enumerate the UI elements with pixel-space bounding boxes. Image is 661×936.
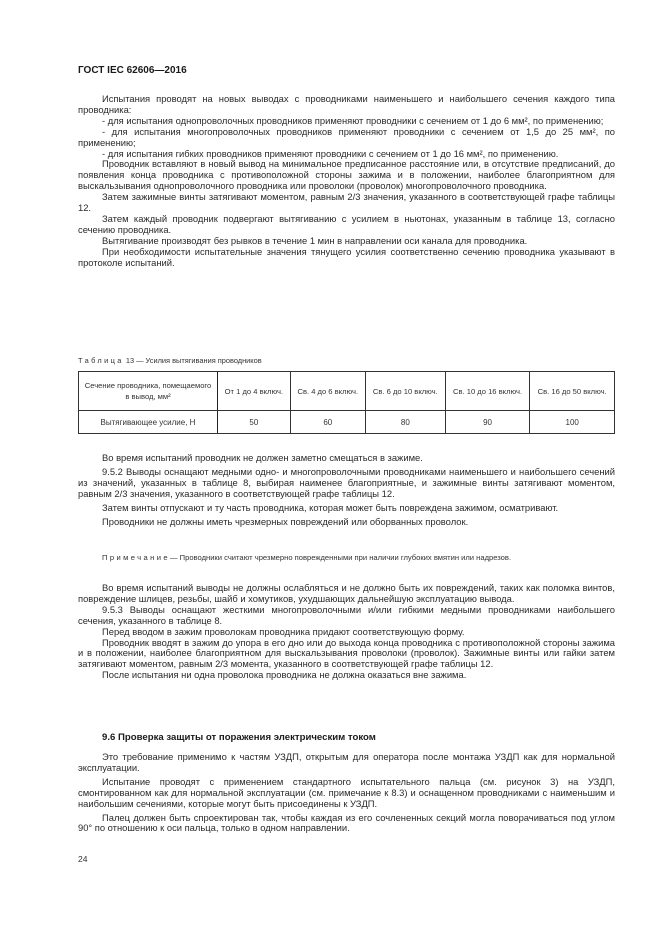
table-header-row (79, 372, 615, 411)
paragraph: Перед вводом в зажим проволокам проводника придают соответствующую форму. (102, 625, 465, 637)
paragraph: - для испытания многопроволочных проводников применяют проводники с сечением от 1,5 до 25 мм², по применению; (78, 125, 615, 148)
paragraph: После испытания ни одна проволока проводника не должна оказаться вне зажима. (102, 669, 467, 681)
table-cell: 80 (365, 411, 445, 434)
paragraph: Испытание проводят с применением стандартного испытательного пальца (см. рисунок 3) на УЗДП, смонтированном как для нормальной эксплуатации (см. примечание к 8.3) и оснащенном проводниками с наименьшим и наибольшим сечениями, которые могут быть присоединены к УЗДП. (78, 775, 615, 809)
table-cell: 90 (445, 411, 530, 434)
note (78, 552, 615, 563)
paragraph: Во время испытаний выводы не должны ослабляться и не должно быть их повреждений, таких как поломка винтов, повреждение шлицев, резьбы, шайб и хомутиков, ухудшающих дальнейшую эксплуатацию вывода. (78, 582, 615, 604)
paragraph: При необходимости испытательные значения тянущего усилия соответственно сечению проводника указывают в протоколе испытаний. (78, 245, 615, 268)
note-label: Примечание (102, 553, 170, 562)
pull-force-table (78, 371, 615, 434)
table-header-cell: От 1 до 4 включ. (218, 372, 291, 411)
table-cell: 60 (290, 411, 365, 434)
text-block-4 (78, 752, 615, 834)
page-number: 24 (78, 854, 88, 864)
text-block-1 (78, 94, 615, 269)
paragraph: 9.5.2 Выводы оснащают медными одно- и многопроволочными проводниками наименьшего и наибольшего сечений из значений, указанных в таблице 8, выбирая наименее благоприятные, и зажимные винты затягивают моментом, равным 2/3 значения, указанного в соответствующей графе таблицы 12. (78, 465, 615, 499)
table-cell: 50 (218, 411, 291, 434)
note-text: — Проводники считают чрезмерно поврежденными при наличии глубоких вмятин или надрезов. (169, 553, 512, 562)
paragraph: - для испытания однопроволочных проводников применяют проводники с сечением от 1 до 6 мм², по применению; (102, 114, 604, 126)
table-cell: 100 (530, 411, 615, 434)
table-header-cell: Св. 4 до 6 включ. (290, 372, 365, 411)
section-heading: 9.6 Проверка защиты от поражения электрическим током (102, 732, 376, 743)
table-header-cell: Св. 10 до 16 включ. (445, 372, 530, 411)
paragraph: Вытягивание производят без рывков в течение 1 мин в направлении оси канала для проводника. (102, 234, 528, 246)
paragraph: Затем зажимные винты затягивают моментом, равным 2/3 значения, указанного в соответствующей графе таблицы 12. (78, 191, 615, 214)
paragraph: 9.5.3 Выводы оснащают жесткими многопроволочными и/или гибкими медными проводниками наибольшего сечения, указанного в таблице 8. (78, 603, 615, 626)
paragraph: Проводник вводят в зажим до упора в его дно или до выхода конца проводника с противоположной стороны зажима и в положении, наиболее благоприятном для выскальзывания проволоки (проволок). Зажимные винты или гайки затем затягивают моментом, равным 2/3 момента, указанного в соответствующей графе таблицы 12. (78, 636, 615, 670)
table-caption-text: 13 — Усилия вытягивания проводников (125, 356, 262, 365)
paragraph: - для испытания гибких проводников применяют проводники с сечением от 1 до 16 мм², по применению. (102, 147, 559, 159)
table-caption-label: Таблица (78, 356, 124, 365)
table-header-cell: Св. 16 до 50 включ. (530, 372, 615, 411)
paragraph: Проводники не должны иметь чрезмерных повреждений или оборванных проволок. (102, 515, 469, 527)
table-row (79, 411, 615, 434)
paragraph: Затем винты отпускают и ту часть проводника, которая может быть повреждена зажимом, осматривают. (102, 501, 559, 513)
paragraph: Проводник вставляют в новый вывод на минимальное предписанное расстояние или, в отсутствие предписаний, до появления конца проводника с противоположной стороны зажима и в положении, наиболее благоприятном для выскальзывания однопроволочного проводника или проволоки (проволок) многопроволочного проводника. (78, 158, 615, 192)
table-header-cell: Св. 6 до 10 включ. (365, 372, 445, 411)
table-header-cell: Сечение проводника, помещаемого в вывод, мм² (79, 372, 218, 411)
paragraph: Палец должен быть спроектирован так, чтобы каждая из его сочлененных секций могла поворачиваться под углом 90° по отношению к оси пальца, только в одном направлении. (78, 811, 615, 834)
paragraph: Это требование применимо к частям УЗДП, открытым для оператора после монтажа УЗДП как для нормальной эксплуатации. (78, 751, 615, 773)
document-header: ГОСТ IEC 62606—2016 (78, 65, 187, 76)
paragraph: Затем каждый проводник подвергают вытягиванию с усилием в ньютонах, указанным в таблице 13, согласно сечению проводника. (78, 212, 615, 235)
text-block-2 (78, 453, 615, 527)
text-block-3 (78, 583, 615, 681)
paragraph: Испытания проводят на новых выводах с проводниками наименьшего и наибольшего сечения каждого типа проводника: (78, 93, 615, 115)
table-caption (78, 356, 262, 365)
table-cell: Вытягивающее усилие, Н (79, 411, 218, 434)
paragraph: Во время испытаний проводник не должен заметно смещаться в зажиме. (102, 452, 423, 463)
